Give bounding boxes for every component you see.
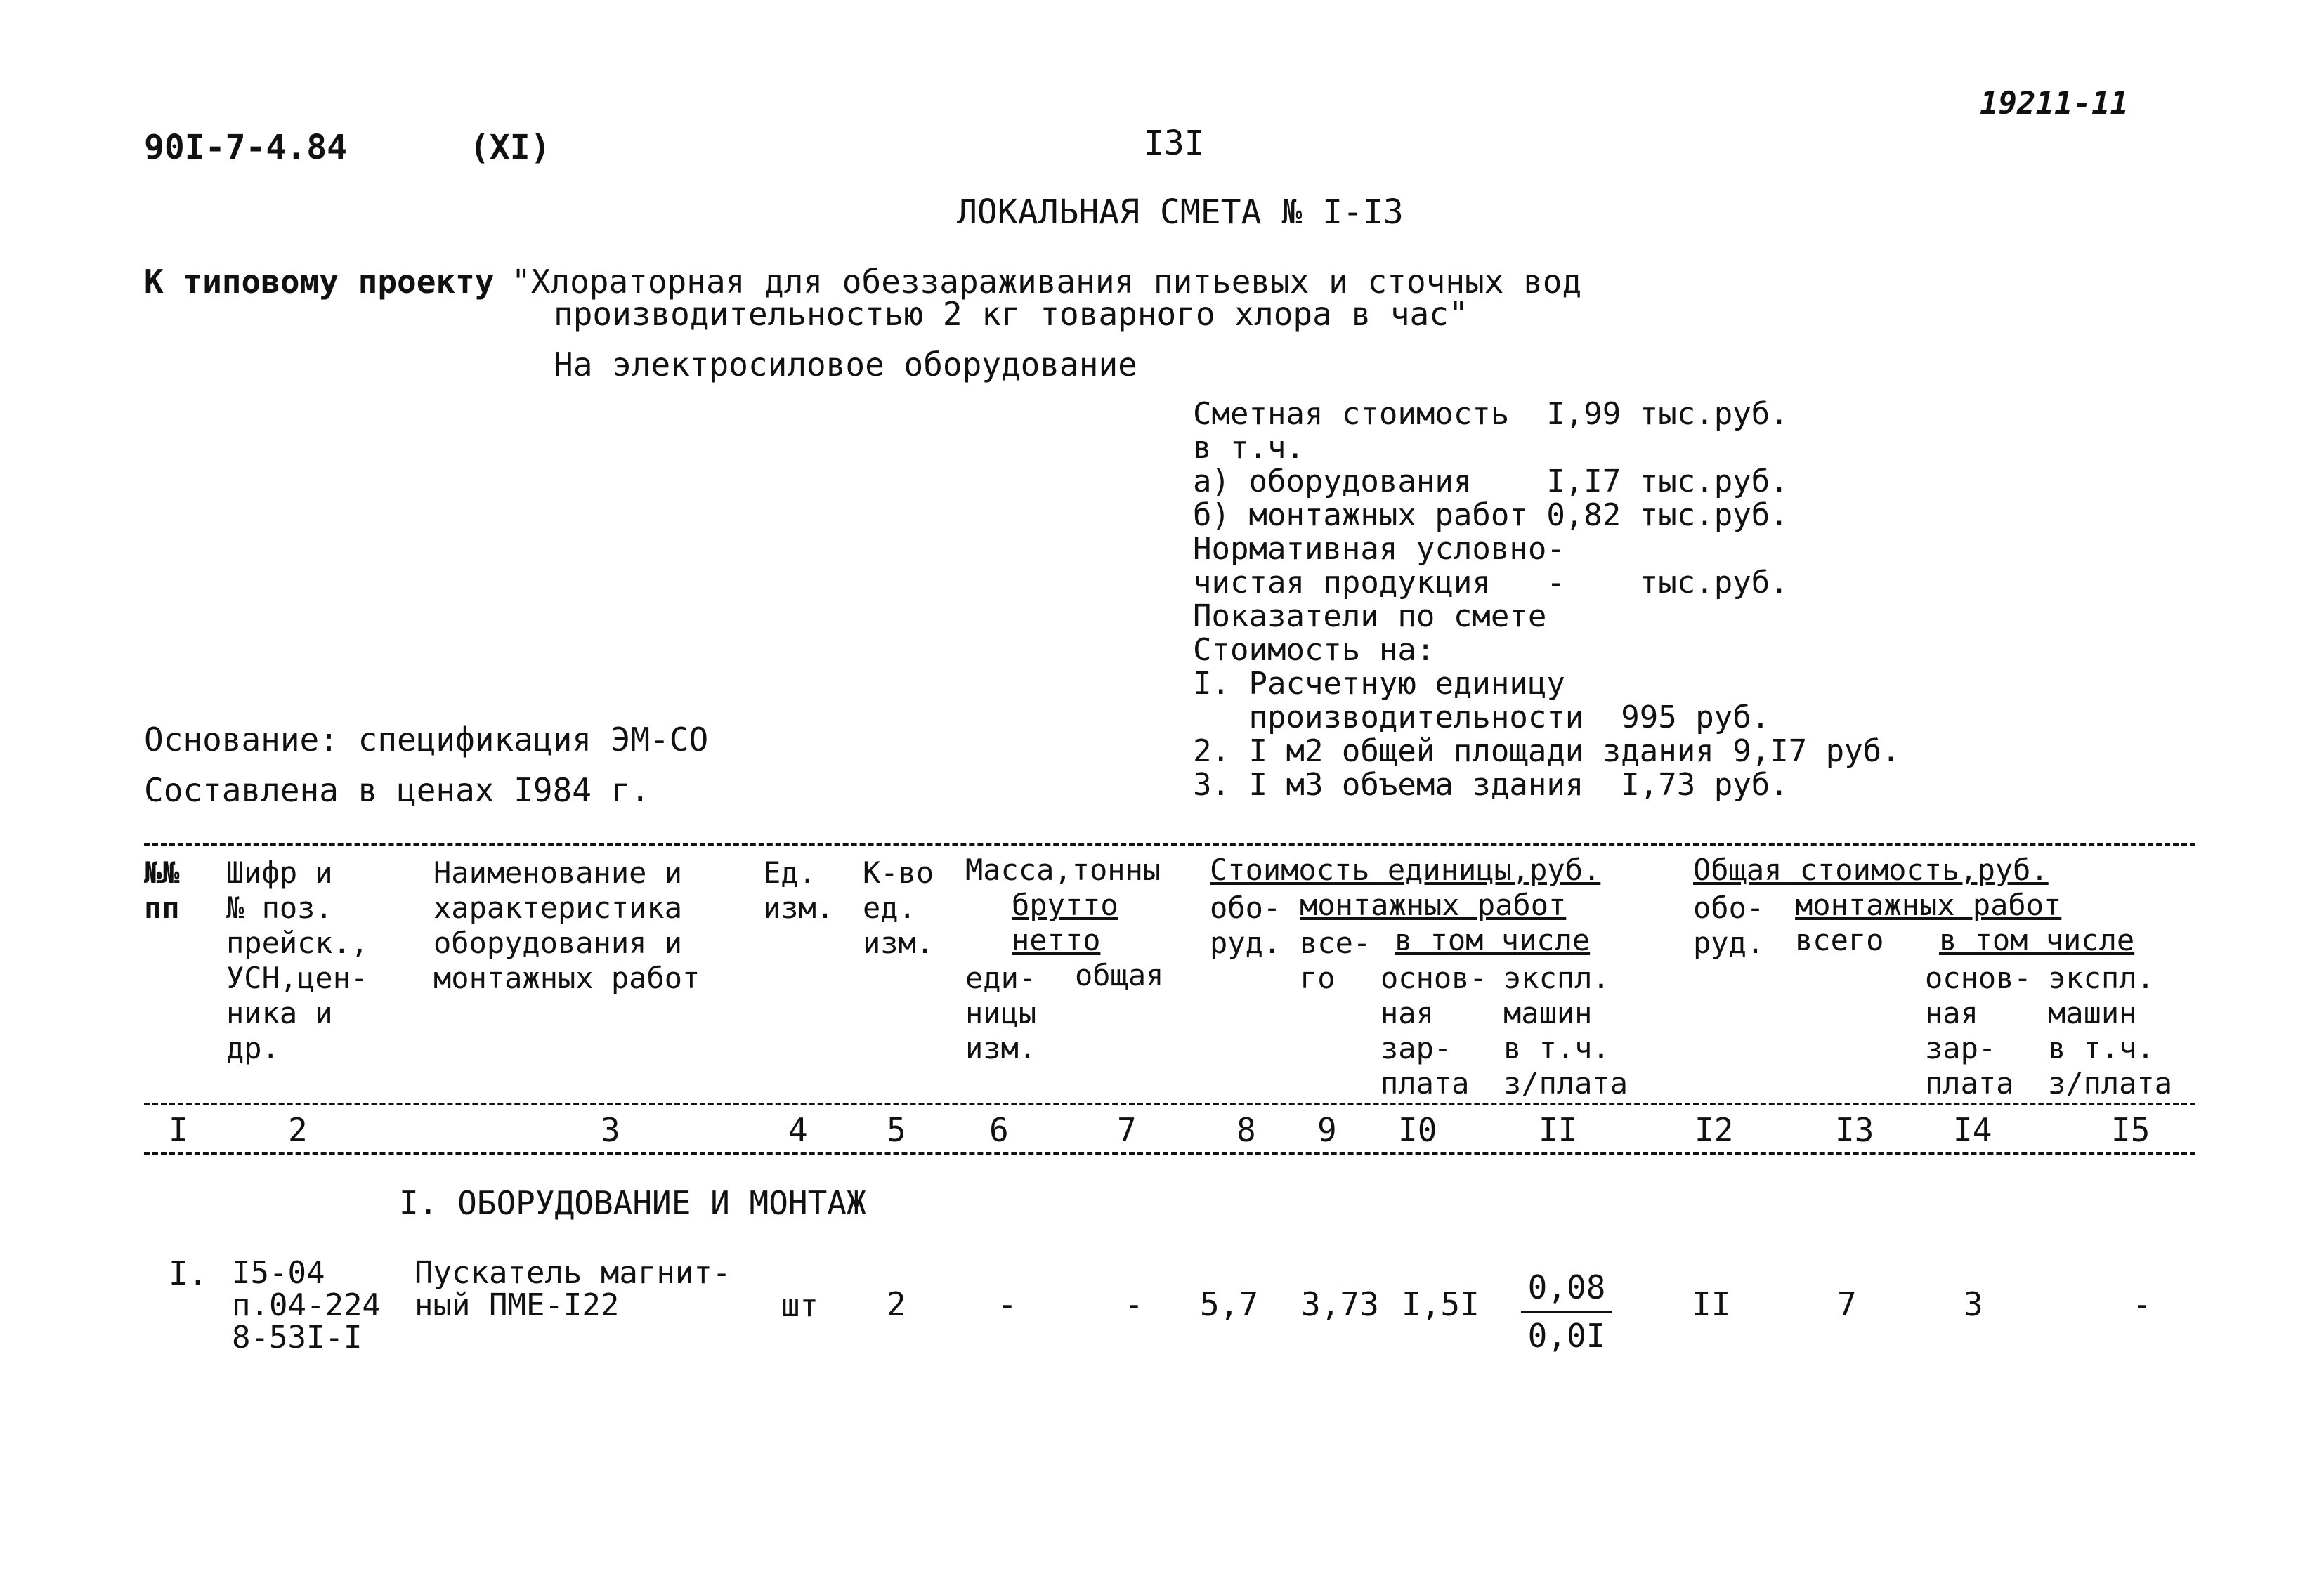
header-col-mass-unit bbox=[965, 961, 1036, 1066]
doc-code: 90I-7-4.84 bbox=[144, 128, 347, 167]
header-col-total-equipment bbox=[1693, 891, 1764, 961]
project-name-line1: "Хлораторная для обеззараживания питьевых и сточных вод bbox=[511, 263, 1582, 301]
header-line: плата bbox=[1925, 1066, 2014, 1101]
section-title: I. ОБОРУДОВАНИЕ И МОНТАЖ bbox=[399, 1184, 866, 1222]
header-line: з/плата bbox=[1503, 1066, 1628, 1101]
header-line: др. bbox=[226, 1031, 280, 1065]
header-bottom-rule bbox=[144, 1103, 2195, 1105]
header-line: изм. bbox=[863, 926, 934, 960]
header-line: зар- bbox=[1925, 1031, 1997, 1065]
header-line: еди- bbox=[965, 961, 1037, 995]
basis-line: Основание: спецификация ЭМ-СО bbox=[144, 721, 709, 759]
header-line: ницы bbox=[965, 996, 1037, 1030]
header-line: прейск., bbox=[226, 926, 369, 960]
row-code-line: I5-04 bbox=[232, 1255, 325, 1291]
header-line: ная bbox=[1380, 996, 1434, 1030]
header-line: Ед. bbox=[763, 855, 816, 890]
row-name-line: Пускатель магнит- bbox=[414, 1255, 731, 1291]
header-col-unit-install-total bbox=[1300, 926, 1371, 996]
row-qty: 2 bbox=[887, 1285, 906, 1323]
header-line: машин bbox=[2048, 996, 2137, 1030]
row-total-machines: - bbox=[2132, 1285, 2152, 1323]
row-cost-equipment: 5,7 bbox=[1200, 1285, 1259, 1323]
header-total-install-top: монтажных работ bbox=[1795, 888, 2062, 922]
summary-line: б) монтажных работ 0,82 тыс.руб. bbox=[1193, 497, 1789, 533]
column-number: I4 bbox=[1953, 1111, 1992, 1149]
column-number: I2 bbox=[1695, 1111, 1734, 1149]
row-code-line: п.04-224 bbox=[232, 1287, 381, 1323]
header-line: экспл. bbox=[1503, 961, 1610, 995]
prices-year-line: Составлена в ценах I984 г. bbox=[144, 771, 651, 809]
header-col-unit bbox=[763, 855, 834, 926]
row-cost-machines: 0,08 bbox=[1527, 1268, 1606, 1306]
header-line: все- bbox=[1300, 926, 1371, 960]
header-line: монтажных работ bbox=[433, 961, 700, 995]
summary-line: I. Расчетную единицу bbox=[1193, 666, 1565, 702]
header-line: в т.ч. bbox=[2048, 1031, 2155, 1065]
header-mass-brutto: брутто bbox=[1012, 888, 1118, 922]
header-col-mass-total: общая bbox=[1075, 958, 1164, 992]
column-number: 4 bbox=[788, 1111, 808, 1149]
header-col-total-install: всего bbox=[1795, 923, 1884, 957]
row-code-line: 8-53I-I bbox=[232, 1320, 363, 1355]
column-number: 2 bbox=[288, 1111, 308, 1149]
page-title: ЛОКАЛЬНАЯ СМЕТА № I-I3 bbox=[957, 192, 1404, 232]
header-line: зар- bbox=[1380, 1031, 1452, 1065]
header-col-name bbox=[433, 855, 700, 996]
header-line: К-во bbox=[863, 855, 934, 890]
header-line: изм. bbox=[763, 891, 835, 925]
summary-line: Показатели по смете bbox=[1193, 598, 1547, 634]
header-unit-incl-top: в том числе bbox=[1395, 923, 1591, 957]
header-line: в т.ч. bbox=[1503, 1031, 1610, 1065]
column-number: 5 bbox=[887, 1111, 906, 1149]
header-unit-cost-top: Стоимость единицы,руб. bbox=[1210, 853, 1601, 887]
row-name-line: ный ПМЕ-I22 bbox=[414, 1287, 620, 1323]
header-line: го bbox=[1300, 961, 1336, 995]
header-line: характеристика bbox=[433, 891, 683, 925]
header-line: з/плата bbox=[2048, 1066, 2173, 1101]
header-col-code bbox=[226, 855, 368, 1066]
summary-line: Сметная стоимость I,99 тыс.руб. bbox=[1193, 396, 1789, 432]
row-name bbox=[414, 1257, 731, 1322]
row-total-wage: 3 bbox=[1964, 1285, 1983, 1323]
row-total-install: 7 bbox=[1837, 1285, 1857, 1323]
header-line: Шифр и bbox=[226, 855, 333, 890]
column-number: 3 bbox=[601, 1111, 620, 1149]
header-line: обо- bbox=[1210, 891, 1281, 925]
row-cost-wage: I,5I bbox=[1402, 1285, 1480, 1323]
header-total-incl-top: в том числе bbox=[1939, 923, 2135, 957]
header-line: руд. bbox=[1210, 926, 1281, 960]
column-number: I5 bbox=[2111, 1111, 2150, 1149]
header-line: руд. bbox=[1693, 926, 1765, 960]
row-cost-machines-fraction bbox=[1521, 1268, 1612, 1355]
header-line: №№ bbox=[144, 855, 180, 890]
header-line: оборудования и bbox=[433, 926, 683, 960]
row-cost-machines-wage: 0,0I bbox=[1527, 1317, 1606, 1355]
row-code bbox=[232, 1257, 381, 1354]
header-col-unit-wage bbox=[1380, 961, 1487, 1101]
header-line: ед. bbox=[863, 891, 916, 925]
column-number: 7 bbox=[1117, 1111, 1137, 1149]
summary-line: чистая продукция - тыс.руб. bbox=[1193, 565, 1789, 600]
column-number: I0 bbox=[1398, 1111, 1437, 1149]
header-line: Наименование и bbox=[433, 855, 683, 890]
column-number: 8 bbox=[1236, 1111, 1256, 1149]
header-col-unit-equipment bbox=[1210, 891, 1281, 961]
header-col-total-machines bbox=[2048, 961, 2172, 1101]
header-line: плата bbox=[1380, 1066, 1470, 1101]
header-col-num bbox=[144, 855, 180, 926]
header-unit-install-top: монтажных работ bbox=[1300, 888, 1567, 922]
header-col-total-wage bbox=[1925, 961, 2032, 1101]
column-number: 6 bbox=[989, 1111, 1009, 1149]
summary-line: Нормативная условно- bbox=[1193, 531, 1565, 567]
header-line: № поз. bbox=[226, 891, 333, 925]
summary-line: 3. I м3 объема здания I,73 руб. bbox=[1193, 767, 1789, 803]
header-col-qty bbox=[863, 855, 934, 961]
row-mass-unit: - bbox=[998, 1285, 1017, 1323]
header-total-cost-top: Общая стоимость,руб. bbox=[1693, 853, 2049, 887]
column-number: 9 bbox=[1317, 1111, 1337, 1149]
summary-line: в т.ч. bbox=[1193, 430, 1305, 466]
header-line: экспл. bbox=[2048, 961, 2155, 995]
fraction-line bbox=[1521, 1311, 1612, 1313]
summary-line: Стоимость на: bbox=[1193, 632, 1435, 668]
header-mass-top: Масса,тонны bbox=[965, 853, 1161, 887]
summary-line: а) оборудования I,I7 тыс.руб. bbox=[1193, 464, 1789, 499]
header-line: изм. bbox=[965, 1031, 1037, 1065]
page-number: I3I bbox=[1144, 124, 1205, 163]
header-line: ная bbox=[1925, 996, 1978, 1030]
header-line: основ- bbox=[1380, 961, 1487, 995]
archive-number: 19211-11 bbox=[1980, 86, 2129, 122]
row-total-equipment: II bbox=[1692, 1285, 1731, 1323]
header-line: машин bbox=[1503, 996, 1593, 1030]
project-name-line2: производительностью 2 кг товарного хлора в час" bbox=[554, 295, 1468, 333]
header-line: УСН,цен- bbox=[226, 961, 369, 995]
column-number: I3 bbox=[1835, 1111, 1874, 1149]
project-subject: На электросиловое оборудование bbox=[554, 346, 1137, 383]
column-number: I bbox=[169, 1111, 188, 1149]
volume-label: (XI) bbox=[469, 128, 551, 167]
row-unit: шт bbox=[781, 1288, 818, 1324]
column-number: II bbox=[1539, 1111, 1578, 1149]
summary-line: производительности 995 руб. bbox=[1193, 700, 1770, 735]
table-top-rule bbox=[144, 843, 2195, 846]
header-col-unit-machines bbox=[1503, 961, 1628, 1101]
header-line: ника и bbox=[226, 996, 333, 1030]
column-numbers-rule bbox=[144, 1152, 2195, 1155]
header-line: основ- bbox=[1925, 961, 2032, 995]
header-line: обо- bbox=[1693, 891, 1765, 925]
row-num: I. bbox=[169, 1254, 208, 1292]
header-line: пп bbox=[144, 891, 180, 925]
row-cost-install-total: 3,73 bbox=[1301, 1285, 1379, 1323]
header-mass-netto: нетто bbox=[1012, 923, 1101, 957]
row-mass-total: - bbox=[1124, 1285, 1144, 1323]
project-prefix: К типовому проекту bbox=[144, 263, 495, 301]
summary-line: 2. I м2 общей площади здания 9,I7 руб. bbox=[1193, 733, 1900, 769]
